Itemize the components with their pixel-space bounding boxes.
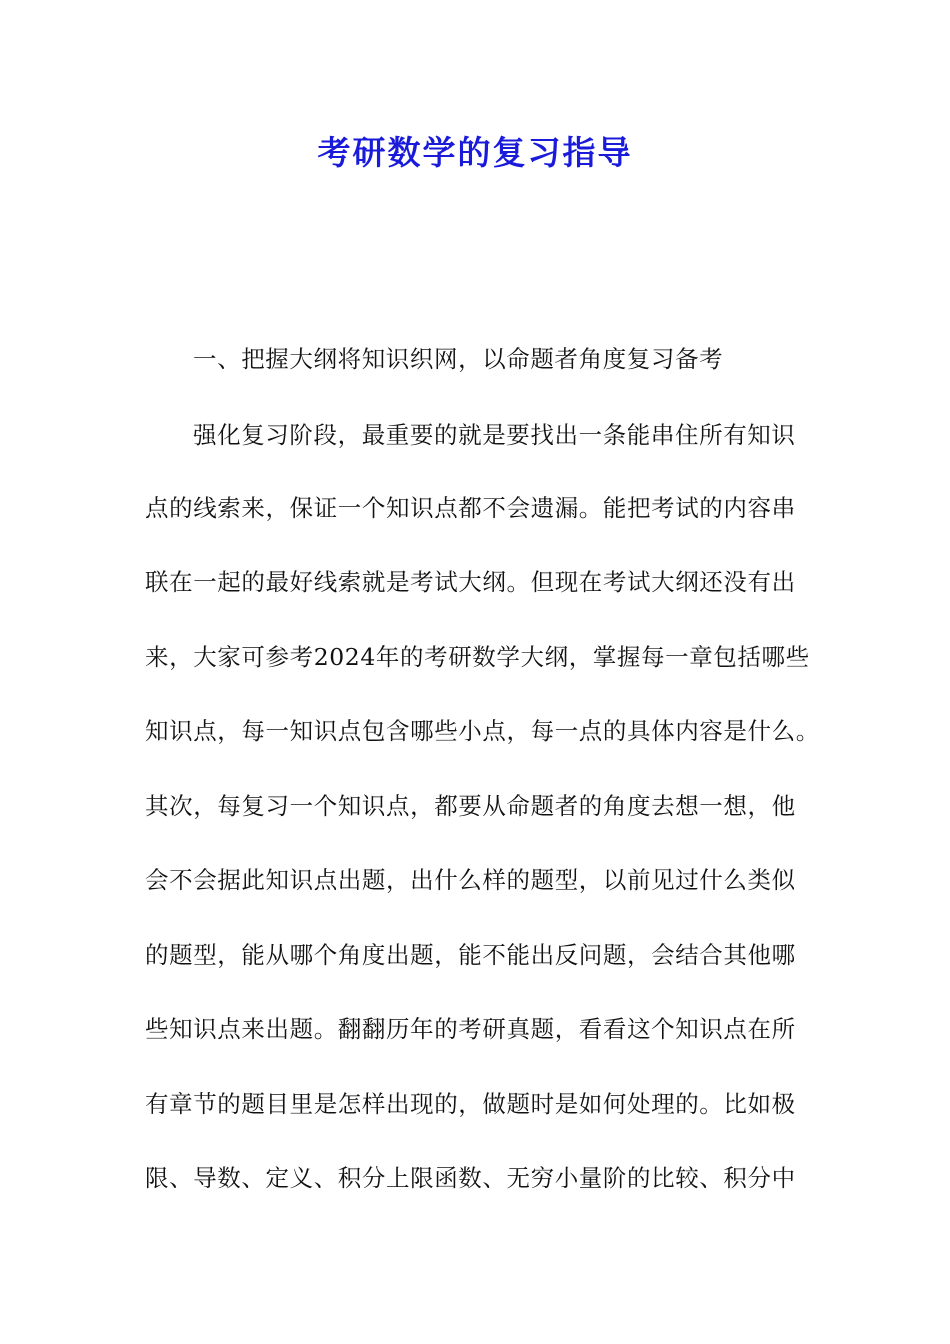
paragraph-line: 会不会据此知识点出题，出什么样的题型，以前见过什么类似 (145, 866, 796, 894)
paragraph-line: 些知识点来出题。翻翻历年的考研真题，看看这个知识点在所 (145, 1015, 796, 1043)
paragraph-line: 联在一起的最好线索就是考试大纲。但现在考试大纲还没有出 (145, 568, 796, 596)
paragraph-line: 强化复习阶段，最重要的就是要找出一条能串住所有知识 (193, 421, 796, 449)
paragraph-line: 的题型，能从哪个角度出题，能不能出反问题，会结合其他哪 (145, 941, 796, 969)
paragraph-line: 知识点，每一知识点包含哪些小点，每一点的具体内容是什么。 (145, 717, 820, 745)
document-title: 考研数学的复习指导 (317, 133, 633, 172)
section-heading: 一、把握大纲将知识织网，以命题者角度复习备考 (193, 345, 724, 373)
paragraph-line: 其次，每复习一个知识点，都要从命题者的角度去想一想，他 (145, 792, 796, 820)
paragraph-line: 限、导数、定义、积分上限函数、无穷小量阶的比较、积分中 (145, 1164, 796, 1192)
paragraph-line: 点的线索来，保证一个知识点都不会遗漏。能把考试的内容串 (145, 494, 796, 522)
paragraph-line: 有章节的题目里是怎样出现的，做题时是如何处理的。比如极 (145, 1090, 796, 1118)
paragraph-line: 来，大家可参考2024年的考研数学大纲，掌握每一章包括哪些 (145, 643, 810, 671)
